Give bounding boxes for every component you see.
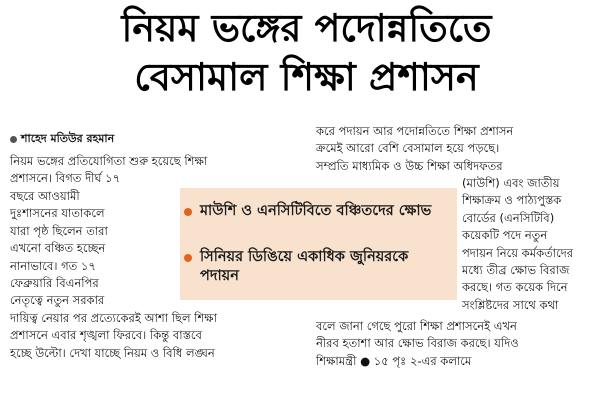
continuation-reference: ১৫ পৃঃ ২-এর কলামে xyxy=(373,353,472,368)
text-line: করে পদায়ন আর পদোন্নতিতে শিক্ষা প্রশাসন xyxy=(316,124,514,138)
headline-line-2: বেসামাল শিক্ষা প্রশাসন xyxy=(134,55,479,99)
text-line: শিক্ষাক্রম ও পাঠ্যপুস্তক xyxy=(462,193,562,208)
text-line: নেতৃত্বে নতুন সরকার xyxy=(10,293,105,308)
left-column-narrow xyxy=(10,188,170,310)
text-line: করছে। গত কয়েক দিনে xyxy=(462,280,568,295)
text-line: ফেব্রুয়ারি বিএনপির xyxy=(10,276,99,291)
text-line: সংশ্লিষ্টদের সাথে কথা xyxy=(462,297,559,312)
byline xyxy=(10,130,114,149)
left-column-bottom xyxy=(10,310,310,362)
text-line: নানাভাবে। গত ১৭ xyxy=(10,258,96,273)
text-line: বলে জানা গেছে পুরো শিক্ষা প্রশাসনেই এখন xyxy=(316,319,517,333)
callout-item xyxy=(200,248,440,286)
text-line: দায়িত্ব নেয়ার পর প্রত্যেকেরই আশা ছিল শিক্ষা xyxy=(10,311,217,325)
bullet-icon xyxy=(184,208,192,216)
text-line: যারা পৃষ্ঠ ছিলেন তারা xyxy=(10,223,108,238)
text-line: দুঃশাসনের যাতাকলে xyxy=(10,206,105,221)
text-fragment: শিক্ষামন্ত্রী xyxy=(316,353,357,368)
callout-text: মাউশি ও এনসিটিবিতে বঞ্চিতদের ক্ষোভ xyxy=(200,203,432,219)
headline xyxy=(0,4,613,102)
right-column-narrow xyxy=(462,175,606,314)
text-line: এখনো বঞ্চিত হচ্ছেন xyxy=(10,241,106,256)
right-column-bottom xyxy=(316,318,606,370)
callout-box xyxy=(180,188,457,300)
text-line: বোর্ডের (এনসিটিবি) xyxy=(462,210,555,225)
left-column-top xyxy=(10,153,310,188)
text-line: সম্প্রতি মাধ্যমিক ও উচ্চ শিক্ষা অধিদফতর xyxy=(316,158,503,173)
text-line: নীরব হতাশা আর ক্ষোভ বিরাজ করছে। যদিও xyxy=(316,336,519,351)
text-line: (মাউশি) এবং জাতীয় xyxy=(462,176,560,190)
headline-line-1: নিয়ম ভঙ্গের পদোন্নতিতে xyxy=(121,6,492,50)
author-name: শাহেদ মতিউর রহমান xyxy=(21,132,115,145)
right-column-top xyxy=(316,123,606,175)
text-line: কয়েকটি পদে নতুন xyxy=(462,228,548,243)
bullet-icon xyxy=(10,136,17,143)
text-line: প্রশাসনে এবার শৃঙ্খলা ফিরবে। কিন্তু বাস্তবে xyxy=(10,328,202,343)
text-line: পদায়ন নিয়ে কর্মকর্তাদের xyxy=(462,245,574,260)
text-line: হচ্ছে উল্টো। দেখা যাচ্ছে নিয়ম ও বিধি লঙ্ঘন xyxy=(10,345,215,360)
text-line: প্রশাসনে। বিগত দীর্ঘ ১৭ xyxy=(10,171,121,186)
callout-text: সিনিয়র ডিঙিয়ে একাধিক জুনিয়রকে পদায়ন xyxy=(200,249,409,284)
text-line: মধ্যে তীব্র ক্ষোভ বিরাজ xyxy=(462,263,570,278)
callout-item xyxy=(200,202,440,221)
text-line: বছরে আওয়ামী xyxy=(10,189,80,203)
continuation-marker-icon: ● xyxy=(360,353,371,368)
text-line: ক্রমেই আরো বেশি বেসামাল হয়ে পড়ছে। xyxy=(316,141,500,156)
text-line-continuation xyxy=(316,353,606,370)
text-line: নিয়ম ভঙ্গের প্রতিযোগিতা শুরু হয়েছে শিক্ষা xyxy=(10,154,208,168)
bullet-icon xyxy=(184,254,192,262)
